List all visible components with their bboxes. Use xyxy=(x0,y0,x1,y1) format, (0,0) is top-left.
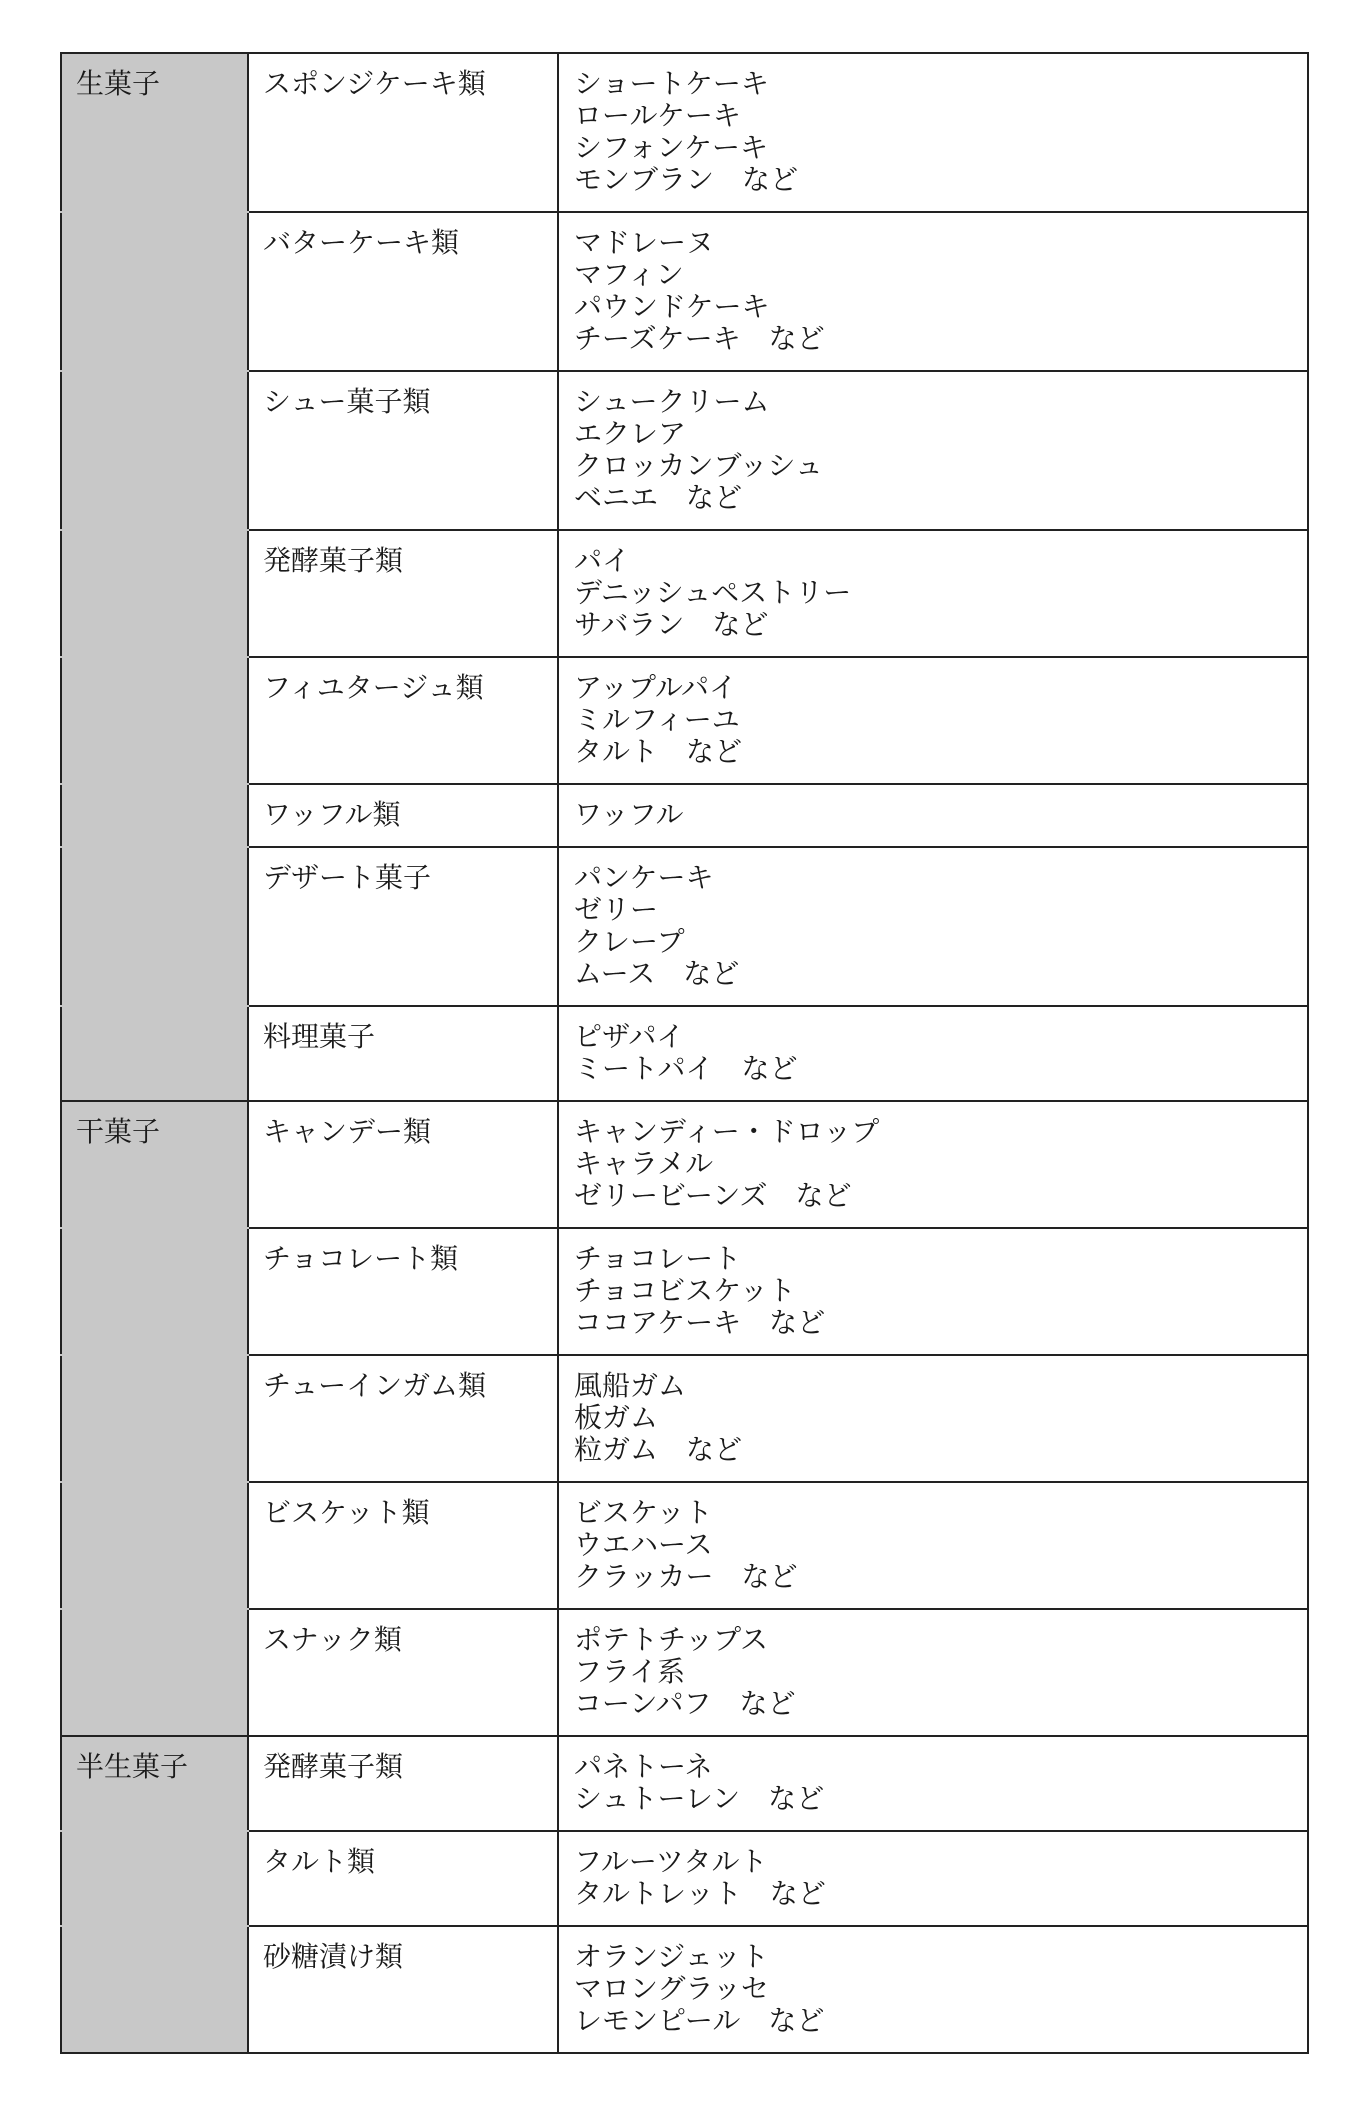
category-cell xyxy=(61,1609,248,1736)
category-cell xyxy=(61,1101,248,1228)
confectionery-classification-table xyxy=(60,52,1309,2054)
example-item: ビスケット xyxy=(574,1496,713,1529)
example-item: 風船ガム xyxy=(574,1369,687,1402)
table-row xyxy=(61,1006,1308,1101)
example-item: パウンドケーキ xyxy=(574,290,770,323)
table-row xyxy=(61,1482,1308,1609)
example-item: マフィン xyxy=(574,258,684,291)
example-item: アップルパイ xyxy=(574,671,737,704)
table-row xyxy=(61,1831,1308,1926)
type-cell xyxy=(248,1482,558,1609)
example-item: ベニエ など xyxy=(574,481,743,514)
category-label: 生菓子 xyxy=(76,67,161,100)
table-row xyxy=(61,371,1308,530)
examples-cell xyxy=(558,212,1308,371)
example-item: オランジェット xyxy=(574,1940,769,1973)
example-item: クレープ xyxy=(574,925,685,958)
examples-cell xyxy=(558,1006,1308,1101)
example-item: タルトレット など xyxy=(574,1877,826,1910)
example-item: モンブラン など xyxy=(574,163,799,196)
category-cell xyxy=(61,657,248,784)
examples-cell xyxy=(558,847,1308,1006)
example-item: ゼリー xyxy=(574,893,659,926)
example-item: 板ガム xyxy=(574,1401,659,1434)
table-row xyxy=(61,1926,1308,2053)
example-item: シュトーレン など xyxy=(574,1782,825,1815)
type-cell xyxy=(248,1101,558,1228)
type-cell xyxy=(248,1736,558,1831)
example-item: ショートケーキ xyxy=(574,67,769,100)
table-row xyxy=(61,657,1308,784)
type-cell xyxy=(248,657,558,784)
type-label: シュー菓子類 xyxy=(263,385,431,418)
table-body xyxy=(61,53,1308,2053)
example-item: パイ xyxy=(574,544,631,577)
examples-cell xyxy=(558,657,1308,784)
type-cell xyxy=(248,1831,558,1926)
example-item: サバラン など xyxy=(574,608,769,641)
example-item: 粒ガム など xyxy=(574,1433,743,1466)
category-cell xyxy=(61,530,248,657)
type-label: タルト類 xyxy=(263,1845,376,1878)
example-item: ムース など xyxy=(574,957,740,990)
type-cell xyxy=(248,1609,558,1736)
table-row xyxy=(61,53,1308,212)
example-item: マロングラッセ xyxy=(574,1972,769,2005)
examples-cell xyxy=(558,784,1308,847)
type-label: ワッフル類 xyxy=(263,798,401,831)
type-label: スポンジケーキ類 xyxy=(263,67,486,100)
type-cell xyxy=(248,530,558,657)
example-item: ピザパイ xyxy=(574,1020,685,1053)
category-cell xyxy=(61,1831,248,1926)
type-label: スナック類 xyxy=(263,1623,402,1656)
example-item: チーズケーキ など xyxy=(574,322,825,355)
category-label: 干菓子 xyxy=(76,1115,161,1148)
category-cell xyxy=(61,847,248,1006)
type-cell xyxy=(248,1355,558,1482)
type-cell xyxy=(248,1228,558,1355)
examples-cell xyxy=(558,1482,1308,1609)
type-label: 発酵菓子類 xyxy=(263,544,404,577)
example-item: ミルフィーユ xyxy=(574,703,740,736)
table-row xyxy=(61,784,1308,847)
examples-cell xyxy=(558,1355,1308,1482)
type-cell xyxy=(248,1006,558,1101)
category-cell xyxy=(61,1482,248,1609)
example-item: チョコビスケット xyxy=(574,1274,796,1307)
example-item: ポテトチップス xyxy=(574,1623,769,1656)
example-item: タルト など xyxy=(574,735,743,768)
examples-cell xyxy=(558,371,1308,530)
table-row xyxy=(61,1609,1308,1736)
examples-cell xyxy=(558,1609,1308,1736)
example-item: エクレア xyxy=(574,417,687,450)
example-item: キャラメル xyxy=(574,1147,714,1180)
examples-cell xyxy=(558,530,1308,657)
example-item: デニッシュペストリー xyxy=(574,576,852,609)
type-cell xyxy=(248,53,558,212)
category-cell xyxy=(61,1006,248,1101)
example-item: パンケーキ xyxy=(574,861,714,894)
examples-cell xyxy=(558,1101,1308,1228)
examples-cell xyxy=(558,53,1308,212)
example-item: ロールケーキ xyxy=(574,99,741,132)
type-label: 発酵菓子類 xyxy=(263,1750,404,1783)
category-label: 半生菓子 xyxy=(76,1750,189,1783)
example-item: クラッカー など xyxy=(574,1560,798,1593)
category-cell xyxy=(61,784,248,847)
type-label: 砂糖漬け類 xyxy=(263,1940,404,1973)
example-item: クロッカンブッシュ xyxy=(574,449,823,482)
example-item: シフォンケーキ xyxy=(574,131,769,164)
table-row xyxy=(61,1355,1308,1482)
category-cell xyxy=(61,53,248,212)
type-cell xyxy=(248,212,558,371)
examples-cell xyxy=(558,1831,1308,1926)
type-label: フィユタージュ類 xyxy=(263,671,484,704)
type-label: チューインガム類 xyxy=(263,1369,487,1402)
example-item: ウエハース xyxy=(574,1528,713,1561)
type-label: バターケーキ類 xyxy=(263,226,460,259)
example-item: コーンパフ など xyxy=(574,1687,796,1720)
example-item: キャンディー・ドロップ xyxy=(574,1115,880,1148)
type-cell xyxy=(248,371,558,530)
example-item: チョコレート xyxy=(574,1242,742,1275)
type-label: デザート菓子 xyxy=(263,861,432,894)
example-item: マドレーヌ xyxy=(574,226,715,259)
example-item: フライ系 xyxy=(574,1655,686,1688)
type-label: チョコレート類 xyxy=(263,1242,459,1275)
type-label: キャンデー類 xyxy=(263,1115,432,1148)
type-label: ビスケット類 xyxy=(263,1496,430,1529)
table-row xyxy=(61,1101,1308,1228)
table-row xyxy=(61,530,1308,657)
example-item: ゼリービーンズ など xyxy=(574,1179,852,1212)
category-cell xyxy=(61,1355,248,1482)
category-cell xyxy=(61,1926,248,2053)
example-item: フルーツタルト xyxy=(574,1845,768,1878)
examples-cell xyxy=(558,1736,1308,1831)
examples-cell xyxy=(558,1228,1308,1355)
example-item: レモンピール など xyxy=(574,2004,825,2037)
example-item: ココアケーキ など xyxy=(574,1306,826,1339)
category-cell xyxy=(61,1736,248,1831)
example-item: ミートパイ など xyxy=(574,1052,798,1085)
table-row xyxy=(61,847,1308,1006)
example-item: シュークリーム xyxy=(574,385,770,418)
type-cell xyxy=(248,784,558,847)
type-cell xyxy=(248,847,558,1006)
example-item: ワッフル xyxy=(574,798,684,831)
type-label: 料理菓子 xyxy=(263,1020,376,1053)
example-item: パネトーネ xyxy=(574,1750,713,1783)
table-row xyxy=(61,1228,1308,1355)
type-cell xyxy=(248,1926,558,2053)
category-cell xyxy=(61,1228,248,1355)
category-cell xyxy=(61,212,248,371)
examples-cell xyxy=(558,1926,1308,2053)
category-cell xyxy=(61,371,248,530)
table-row xyxy=(61,1736,1308,1831)
table-row xyxy=(61,212,1308,371)
